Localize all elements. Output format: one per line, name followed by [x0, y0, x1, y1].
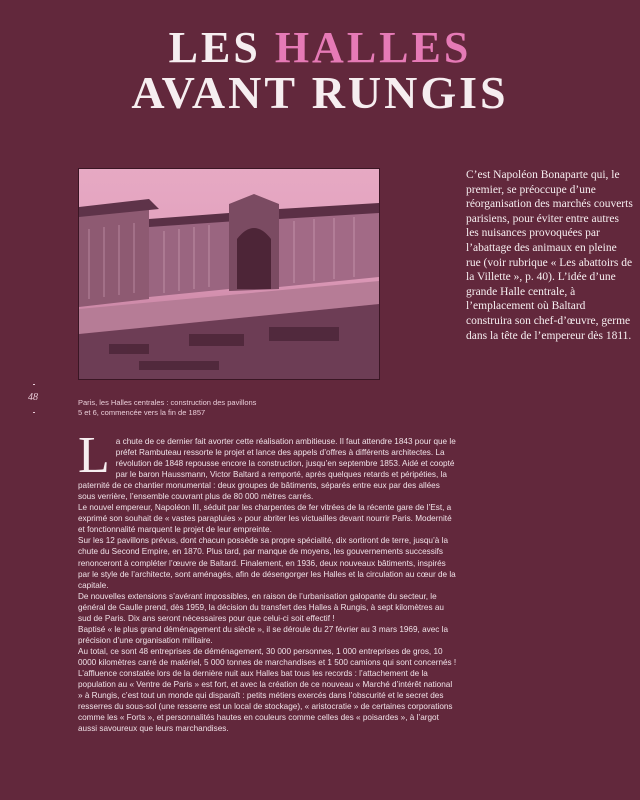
paragraph: De nouvelles extensions s’avérant impossibles, en raison de l’urbanisation galopante du secteur, le général de Gaulle prend, dès 1959, la décision du transfert des Halles à Rungis, à sept kilomètres au sud de Paris. Dix ans seront nécessaires pour que celui-ci soit effectif ! [78, 591, 444, 623]
pavilion-left [79, 207, 149, 307]
sidebar-text: C’est Napoléon Bonaparte qui, le premier, se préoccupe d’une réorganisation des marchés couverts parisiens, pour éviter entre autres les nuisances provoquées par l’abattage des animaux en pleine rue (voir rubrique « Les abattoirs de la Villette », p. 40). L’idée d’une grande Halle centrale, à l’emplacement où Baltard construira son chef-d’œuvre, germe dans la tête de l’empereur dès 1811. [466, 169, 633, 342]
paragraph: a chute de ce dernier fait avorter cette réalisation ambitieuse. Il faut attendre 1843 pour que le préfet Rambuteau ressorte le projet et lance des appels d’offres à différents architectes. La révolution de 1848 repousse encore la construction, jusqu’en septembre 1853. Aidé et coopté par le baron Haussmann, Victor Baltard a remporté, après quelques retards et péripéties, la paternité de ce chantier monumental : deux groupes de bâtiments, séparés entre eux par des allées sous verrière, l’ensemble couvrant plus de 80 000 mètres carrés. [78, 437, 456, 502]
caption-line: Paris, les Halles centrales : construction des pavillons [78, 398, 257, 407]
paragraph: Baptisé « le plus grand déménagement du siècle », il se déroule du 27 février au 3 mars 1969, avec la précision d’une organisation militaire. [78, 624, 449, 645]
halles-construction-photo [78, 168, 380, 380]
paragraph: Au total, ce sont 48 entreprises de déménagement, 30 000 personnes, 1 000 entreprises de gros, 10 0000 kilomètres carré de matériel, 5 000 tonnes de marchandises et 1 500 camions qui sont concernés ! [78, 646, 457, 667]
margin-tick [33, 412, 35, 413]
paragraph: L’affluence constatée lors de la dernière nuit aux Halles bat tous les records : l’attachement de la population au « Ventre de Paris » est fort, et avec la création de ce nouveau « Marché d’intérêt national » à Rungis, c’est tout un monde qui disparaît : petits métiers exercés dans l’obscurité et le secret des resserres du sous-sol (une resserre est un local de stockage), « aristocratie » de certaines corporations comme les « Forts », et personnalités hautes en couleurs comme celles des « poisardes », à l’argot aussi savoureux que leurs marchandises. [78, 668, 453, 734]
paragraph: Le nouvel empereur, Napoléon III, séduit par les charpentes de fer vitrées de la récente gare de l’Est, a exprimé son souhait de « vastes parapluies » pour abriter les victuailles devant nourrir Paris. Modernité et fonctionnalité marquent le projet de leur empreinte. [78, 503, 452, 535]
title-accent-word: HALLES [274, 23, 472, 72]
article-body [78, 427, 458, 734]
photo-caption [78, 398, 358, 418]
page-title-line2: AVANT RUNGIS [131, 67, 509, 118]
drop-cap: L [78, 427, 110, 484]
margin-tick [33, 384, 35, 385]
photo-illustration [79, 169, 379, 379]
caption-line: 5 et 6, commencée vers la fin de 1857 [78, 408, 206, 417]
paragraph: Sur les 12 pavillons prévus, dont chacun possède sa propre spécialité, dix sortiront de terre, jusqu’à la chute du Second Empire, en 1870. Plus tard, par manque de moyens, les gouvernements successifs renonceront à compléter l’œuvre de Baltard. Finalement, en 1936, deux nouveaux bâtiments, inspirés par le style de l’architecte, sont aménagés, afin de désengorger les Halles et la circulation au cœur de la capitale. [78, 536, 456, 590]
title-prefix: LES [168, 23, 275, 72]
page-number: 48 [28, 392, 38, 403]
sidebar-intro [466, 168, 634, 343]
